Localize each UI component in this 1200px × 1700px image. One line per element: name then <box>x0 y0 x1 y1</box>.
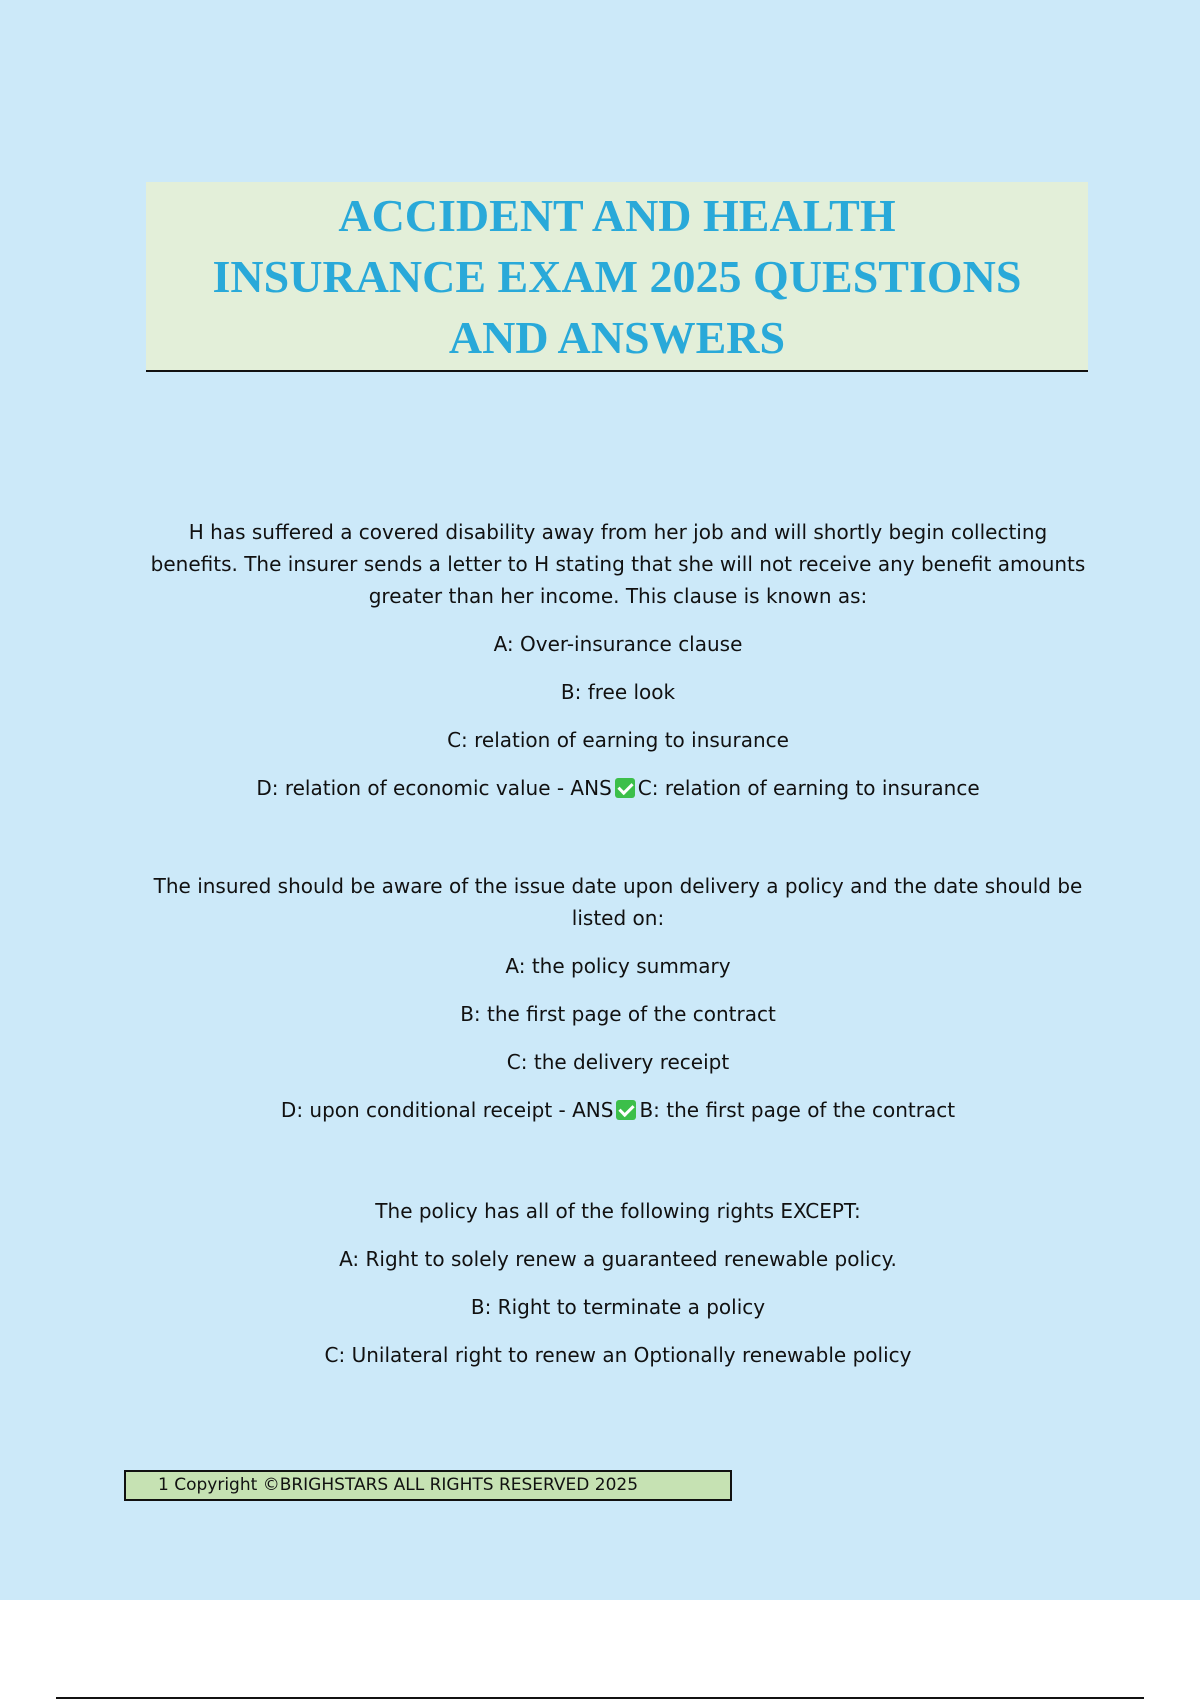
title-line-1: ACCIDENT AND HEALTH <box>338 190 896 241</box>
question-text: The policy has all of the following rights EXCEPT: <box>375 1199 861 1223</box>
option-a: A: Over-insurance clause <box>493 632 743 656</box>
title-banner <box>146 182 1088 372</box>
option-c: C: the delivery receipt <box>506 1050 730 1074</box>
option-c: C: relation of earning to insurance <box>447 728 789 752</box>
answer-text: B: the first page of the contract <box>639 1098 956 1122</box>
option-a: A: the policy summary <box>505 954 731 978</box>
option-d-with-answer <box>150 1094 1086 1126</box>
check-mark-icon <box>615 778 635 798</box>
option-b: B: Right to terminate a policy <box>470 1295 766 1319</box>
title-line-2: INSURANCE EXAM 2025 QUESTIONS <box>212 251 1022 302</box>
option-a: A: Right to solely renew a guaranteed renewable policy. <box>339 1247 897 1271</box>
option-d-with-answer <box>150 772 1086 804</box>
answer-text: C: relation of earning to insurance <box>637 776 980 800</box>
option-d: D: upon conditional receipt - ANS <box>280 1098 614 1122</box>
copyright-footer: 1 Copyright ©BRIGHSTARS ALL RIGHTS RESERVED 2025 <box>124 1470 732 1501</box>
check-mark-icon <box>616 1100 636 1120</box>
option-b: B: the first page of the contract <box>460 1002 776 1026</box>
option-d: D: relation of economic value - ANS <box>256 776 612 800</box>
question-block-1 <box>150 516 1086 804</box>
title-line-3: AND ANSWERS <box>448 312 786 363</box>
page-divider <box>56 1697 1144 1699</box>
question-block-3 <box>150 1195 1086 1371</box>
question-block-2 <box>150 870 1086 1126</box>
question-text: H has suffered a covered disability away from her job and will shortly begin collecting benefits. The insurer sends a letter to H stating that she will not receive any benefit amounts greater than her income. This clause is known as: <box>150 520 1086 608</box>
option-c: C: Unilateral right to renew an Optionally renewable policy <box>324 1343 912 1367</box>
question-text: The insured should be aware of the issue date upon delivery a policy and the date should be listed on: <box>153 874 1083 930</box>
option-b: B: free look <box>560 680 676 704</box>
